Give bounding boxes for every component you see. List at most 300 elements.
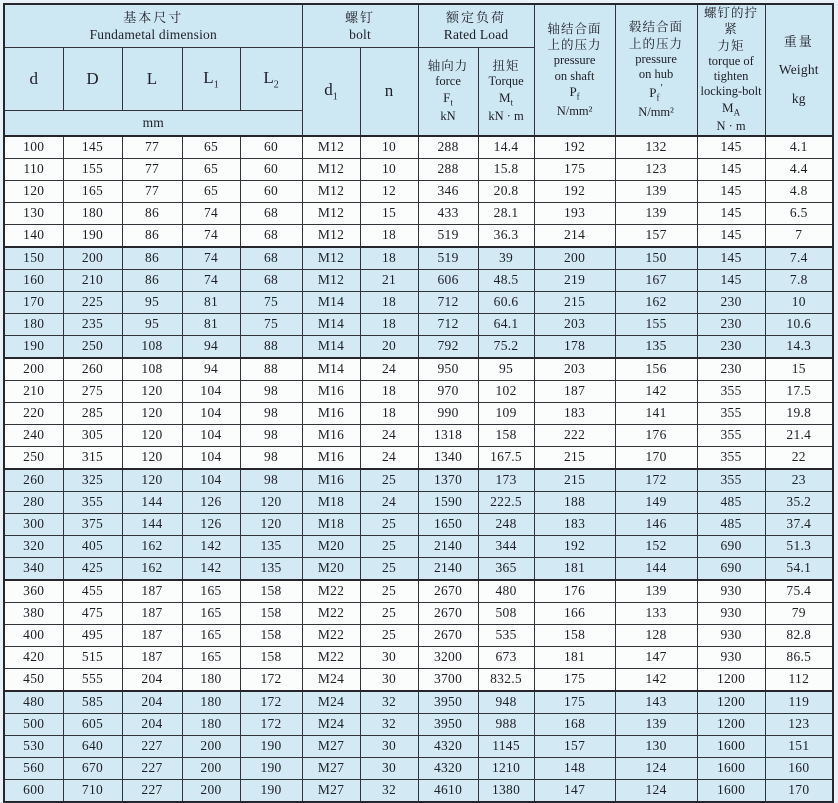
table-cell: 188 <box>534 491 615 513</box>
table-cell: 81 <box>182 291 240 313</box>
table-cell: 123 <box>765 713 833 735</box>
table-cell: 219 <box>534 269 615 291</box>
table-cell: 18 <box>360 291 418 313</box>
pressure-hub-en2: on hub <box>638 67 674 81</box>
table-cell: 30 <box>360 668 418 691</box>
table-cell: 165 <box>182 580 240 603</box>
table-cell: 104 <box>182 402 240 424</box>
table-cell: 135 <box>615 335 697 358</box>
table-cell: 712 <box>418 291 478 313</box>
table-cell: 1380 <box>478 779 534 802</box>
table-cell: 156 <box>615 358 697 381</box>
table-cell: 24 <box>360 491 418 513</box>
table-cell: M12 <box>302 269 360 291</box>
table-cell: 158 <box>240 580 302 603</box>
table-cell: 132 <box>615 136 697 159</box>
table-cell: 60.6 <box>478 291 534 313</box>
table-cell: 157 <box>615 224 697 247</box>
table-cell: 832.5 <box>478 668 534 691</box>
table-cell: 4320 <box>418 735 478 757</box>
table-cell: 230 <box>697 313 765 335</box>
table-cell: 60 <box>240 180 302 202</box>
table-cell: 950 <box>418 358 478 381</box>
table-cell: 355 <box>63 491 122 513</box>
locking-torque-zh1: 螺钉的拧紧 <box>704 6 759 37</box>
table-cell: 4.1 <box>765 136 833 159</box>
table-cell: 7.8 <box>765 269 833 291</box>
table-cell: 508 <box>478 602 534 624</box>
symbol-MA: $M_A$ <box>722 99 741 118</box>
table-cell: M12 <box>302 224 360 247</box>
table-cell: 36.3 <box>478 224 534 247</box>
table-cell: 14.3 <box>765 335 833 358</box>
table-cell: 21 <box>360 269 418 291</box>
table-cell: 139 <box>615 180 697 202</box>
table-row <box>4 735 833 757</box>
table-cell: 110 <box>4 158 63 180</box>
table-cell: 79 <box>765 602 833 624</box>
table-cell: 98 <box>240 446 302 469</box>
rated-load-label-zh: 额定负荷 <box>446 10 507 26</box>
table-cell: 190 <box>240 735 302 757</box>
table-cell: 248 <box>478 513 534 535</box>
table-cell: 32 <box>360 713 418 735</box>
table-cell: M27 <box>302 735 360 757</box>
table-cell: 180 <box>63 202 122 224</box>
table-cell: M18 <box>302 513 360 535</box>
table-cell: 485 <box>697 491 765 513</box>
table-cell: 158 <box>240 624 302 646</box>
table-cell: 670 <box>63 757 122 779</box>
table-row <box>4 313 833 335</box>
table-cell: 180 <box>4 313 63 335</box>
table-cell: 585 <box>63 691 122 714</box>
table-cell: 104 <box>182 424 240 446</box>
table-cell: 149 <box>615 491 697 513</box>
table-cell: M16 <box>302 469 360 492</box>
torque-en: Torque <box>488 74 524 89</box>
table-cell: 1370 <box>418 469 478 492</box>
table-cell: 145 <box>697 202 765 224</box>
table-cell: 515 <box>63 646 122 668</box>
table-cell: 158 <box>240 646 302 668</box>
table-cell: 165 <box>182 646 240 668</box>
table-cell: 120 <box>122 446 182 469</box>
pressure-shaft-unit: N/mm² <box>556 103 593 118</box>
table-cell: 25 <box>360 513 418 535</box>
table-cell: 165 <box>182 624 240 646</box>
table-cell: 710 <box>63 779 122 802</box>
table-cell: 104 <box>182 469 240 492</box>
header-col-torque <box>478 48 534 136</box>
table-cell: 190 <box>4 335 63 358</box>
bolt-group-label-en: bolt <box>349 26 371 42</box>
table-row <box>4 446 833 469</box>
table-cell: 6.5 <box>765 202 833 224</box>
header-col-d: d <box>4 48 63 111</box>
table-row <box>4 358 833 381</box>
table-cell: 64.1 <box>478 313 534 335</box>
table-cell: 227 <box>122 779 182 802</box>
table-cell: M14 <box>302 358 360 381</box>
table-row <box>4 602 833 624</box>
pressure-shaft-zh2: 上的压力 <box>547 38 602 52</box>
table-cell: 54.1 <box>765 557 833 580</box>
table-cell: M27 <box>302 757 360 779</box>
table-cell: 455 <box>63 580 122 603</box>
table-cell: 360 <box>4 580 63 603</box>
dimension-spec-table <box>3 3 834 803</box>
table-cell: 712 <box>418 313 478 335</box>
table-cell: 104 <box>182 380 240 402</box>
table-cell: 215 <box>534 446 615 469</box>
table-cell: 51.3 <box>765 535 833 557</box>
table-cell: 170 <box>4 291 63 313</box>
table-cell: 1210 <box>478 757 534 779</box>
table-cell: 227 <box>122 735 182 757</box>
table-cell: 485 <box>697 513 765 535</box>
table-cell: 275 <box>63 380 122 402</box>
table-cell: 405 <box>63 535 122 557</box>
table-cell: 988 <box>478 713 534 735</box>
table-cell: M14 <box>302 335 360 358</box>
table-header <box>4 4 833 136</box>
table-cell: 178 <box>534 335 615 358</box>
table-cell: 288 <box>418 158 478 180</box>
table-cell: 162 <box>122 535 182 557</box>
table-cell: 193 <box>534 202 615 224</box>
table-cell: 86 <box>122 224 182 247</box>
table-cell: 187 <box>122 602 182 624</box>
table-cell: M20 <box>302 557 360 580</box>
table-cell: 200 <box>182 757 240 779</box>
table-row <box>4 335 833 358</box>
table-cell: 990 <box>418 402 478 424</box>
header-col-L2: $L_2$ <box>240 48 302 111</box>
table-cell: 175 <box>534 691 615 714</box>
table-cell: 175 <box>534 158 615 180</box>
table-cell: 166 <box>534 602 615 624</box>
table-row <box>4 402 833 424</box>
table-cell: 606 <box>418 269 478 291</box>
table-cell: M18 <box>302 491 360 513</box>
table-cell: 560 <box>4 757 63 779</box>
table-cell: 280 <box>4 491 63 513</box>
table-row <box>4 691 833 714</box>
table-cell: 145 <box>63 136 122 159</box>
table-cell: M20 <box>302 535 360 557</box>
table-row <box>4 757 833 779</box>
table-cell: M12 <box>302 136 360 159</box>
table-cell: M24 <box>302 713 360 735</box>
table-cell: 425 <box>63 557 122 580</box>
header-unit-mm: mm <box>4 110 302 136</box>
table-cell: M22 <box>302 602 360 624</box>
table-cell: 15 <box>360 202 418 224</box>
table-cell: M16 <box>302 402 360 424</box>
table-cell: 2670 <box>418 624 478 646</box>
table-cell: 120 <box>122 424 182 446</box>
pressure-shaft-zh1: 轴结合面 <box>547 21 602 36</box>
table-cell: 17.5 <box>765 380 833 402</box>
table-cell: 86.5 <box>765 646 833 668</box>
table-cell: 15.8 <box>478 158 534 180</box>
header-col-d1: $d_1$ <box>302 48 360 136</box>
table-cell: 176 <box>534 580 615 603</box>
table-cell: 82.8 <box>765 624 833 646</box>
table-cell: 123 <box>615 158 697 180</box>
table-cell: 18 <box>360 313 418 335</box>
locking-torque-en2: tighten <box>713 69 749 83</box>
table-cell: 88 <box>240 335 302 358</box>
table-cell: 203 <box>534 313 615 335</box>
table-cell: 450 <box>4 668 63 691</box>
table-cell: 60 <box>240 158 302 180</box>
table-cell: M16 <box>302 446 360 469</box>
table-cell: 530 <box>4 735 63 757</box>
table-cell: 77 <box>122 180 182 202</box>
table-cell: 100 <box>4 136 63 159</box>
table-cell: 7 <box>765 224 833 247</box>
table-cell: 140 <box>4 224 63 247</box>
table-cell: 250 <box>4 446 63 469</box>
table-cell: 120 <box>240 513 302 535</box>
table-cell: 151 <box>765 735 833 757</box>
table-cell: 120 <box>240 491 302 513</box>
table-cell: 130 <box>4 202 63 224</box>
table-cell: 128 <box>615 624 697 646</box>
table-cell: 792 <box>418 335 478 358</box>
table-cell: 690 <box>697 535 765 557</box>
table-cell: 948 <box>478 691 534 714</box>
table-cell: 355 <box>697 469 765 492</box>
table-cell: 220 <box>4 402 63 424</box>
table-cell: 145 <box>697 180 765 202</box>
table-cell: 145 <box>697 158 765 180</box>
table-cell: 142 <box>615 380 697 402</box>
table-cell: 325 <box>63 469 122 492</box>
table-cell: M24 <box>302 668 360 691</box>
table-cell: 124 <box>615 757 697 779</box>
table-cell: 1200 <box>697 668 765 691</box>
table-cell: 250 <box>63 335 122 358</box>
table-cell: 139 <box>615 713 697 735</box>
header-pressure-on-hub <box>615 4 697 136</box>
table-cell: 152 <box>615 535 697 557</box>
table-cell: 1145 <box>478 735 534 757</box>
table-row <box>4 424 833 446</box>
table-cell: 158 <box>534 624 615 646</box>
table-cell: 215 <box>534 469 615 492</box>
table-cell: 146 <box>615 513 697 535</box>
table-cell: 124 <box>615 779 697 802</box>
table-cell: 230 <box>697 358 765 381</box>
table-cell: 4610 <box>418 779 478 802</box>
table-cell: 215 <box>534 291 615 313</box>
table-cell: 119 <box>765 691 833 714</box>
table-row <box>4 224 833 247</box>
table-cell: 200 <box>182 735 240 757</box>
rated-load-label-en: Rated Load <box>443 26 509 42</box>
locking-torque-en1: torque of <box>708 53 754 68</box>
table-cell: 173 <box>478 469 534 492</box>
table-cell: 133 <box>615 602 697 624</box>
table-cell: 222.5 <box>478 491 534 513</box>
table-cell: 60 <box>240 136 302 159</box>
table-cell: 288 <box>418 136 478 159</box>
header-pressure-on-shaft <box>534 4 615 136</box>
table-cell: 180 <box>182 668 240 691</box>
table-cell: 190 <box>63 224 122 247</box>
table-cell: 39 <box>478 247 534 270</box>
table-cell: 172 <box>615 469 697 492</box>
table-cell: 21.4 <box>765 424 833 446</box>
axial-force-unit: kN <box>440 109 456 124</box>
table-cell: 187 <box>122 646 182 668</box>
table-cell: M22 <box>302 624 360 646</box>
table-cell: 19.8 <box>765 402 833 424</box>
table-cell: 22 <box>765 446 833 469</box>
table-cell: 346 <box>418 180 478 202</box>
table-cell: 260 <box>4 469 63 492</box>
symbol-Ft: $F_t$ <box>443 89 453 108</box>
table-row <box>4 779 833 802</box>
table-cell: 192 <box>534 136 615 159</box>
table-cell: 18 <box>360 224 418 247</box>
table-cell: 181 <box>534 646 615 668</box>
table-cell: M12 <box>302 247 360 270</box>
table-cell: 535 <box>478 624 534 646</box>
table-cell: M14 <box>302 313 360 335</box>
table-cell: M16 <box>302 380 360 402</box>
table-cell: 500 <box>4 713 63 735</box>
table-cell: 1318 <box>418 424 478 446</box>
table-cell: 165 <box>63 180 122 202</box>
table-row <box>4 291 833 313</box>
table-cell: 340 <box>4 557 63 580</box>
table-cell: 23 <box>765 469 833 492</box>
header-col-n: n <box>360 48 418 136</box>
table-cell: 24 <box>360 424 418 446</box>
table-cell: 2670 <box>418 602 478 624</box>
table-cell: 214 <box>534 224 615 247</box>
table-cell: 142 <box>182 535 240 557</box>
table-cell: 30 <box>360 735 418 757</box>
pressure-hub-zh2: 上的压力 <box>629 36 684 51</box>
table-cell: 930 <box>697 624 765 646</box>
table-cell: 74 <box>182 247 240 270</box>
table-cell: 475 <box>63 602 122 624</box>
table-cell: 108 <box>122 335 182 358</box>
table-cell: 135 <box>240 535 302 557</box>
table-cell: 74 <box>182 224 240 247</box>
table-row <box>4 269 833 291</box>
table-cell: 4320 <box>418 757 478 779</box>
table-cell: 35.2 <box>765 491 833 513</box>
table-cell: 25 <box>360 535 418 557</box>
table-cell: 139 <box>615 580 697 603</box>
header-group-dimension <box>4 4 302 48</box>
table-cell: 4.4 <box>765 158 833 180</box>
table-cell: 181 <box>534 557 615 580</box>
table-cell: 172 <box>240 713 302 735</box>
table-cell: 605 <box>63 713 122 735</box>
table-cell: 187 <box>534 380 615 402</box>
table-row <box>4 624 833 646</box>
table-cell: 10 <box>360 136 418 159</box>
table-cell: 65 <box>182 136 240 159</box>
table-cell: 204 <box>122 713 182 735</box>
symbol-Mt: $M_t$ <box>499 89 514 108</box>
table-cell: 98 <box>240 469 302 492</box>
table-cell: 187 <box>122 624 182 646</box>
table-cell: 74 <box>182 269 240 291</box>
table-cell: 68 <box>240 202 302 224</box>
table-cell: 25 <box>360 624 418 646</box>
table-cell: 190 <box>240 779 302 802</box>
table-cell: 150 <box>615 247 697 270</box>
table-body <box>4 136 833 802</box>
table-cell: 145 <box>697 269 765 291</box>
table-cell: M12 <box>302 180 360 202</box>
torque-zh: 扭矩 <box>492 59 520 73</box>
table-cell: 167 <box>615 269 697 291</box>
table-cell: 180 <box>182 713 240 735</box>
table-cell: 192 <box>534 535 615 557</box>
table-cell: 32 <box>360 779 418 802</box>
table-cell: 355 <box>697 402 765 424</box>
table-cell: 75 <box>240 313 302 335</box>
table-cell: 95 <box>122 313 182 335</box>
table-cell: 519 <box>418 224 478 247</box>
table-cell: 400 <box>4 624 63 646</box>
bolt-group-label-zh: 螺钉 <box>345 10 376 26</box>
table-cell: 1650 <box>418 513 478 535</box>
axial-force-en: force <box>435 74 461 89</box>
axial-force-zh: 轴向力 <box>427 59 469 73</box>
table-cell: 18 <box>360 247 418 270</box>
table-cell: 380 <box>4 602 63 624</box>
table-cell: 68 <box>240 247 302 270</box>
table-row <box>4 513 833 535</box>
symbol-Pf-prime: $P_f'$ <box>649 82 663 103</box>
table-cell: 4.8 <box>765 180 833 202</box>
table-cell: 147 <box>534 779 615 802</box>
table-cell: 2670 <box>418 580 478 603</box>
pressure-hub-unit: N/mm² <box>638 105 674 120</box>
table-cell: 77 <box>122 136 182 159</box>
table-cell: 222 <box>534 424 615 446</box>
table-cell: M12 <box>302 158 360 180</box>
table-cell: 930 <box>697 580 765 603</box>
table-row <box>4 247 833 270</box>
table-cell: 25 <box>360 469 418 492</box>
table-row <box>4 713 833 735</box>
table-cell: 640 <box>63 735 122 757</box>
header-locking-bolt-torque <box>697 4 765 136</box>
header-weight <box>765 4 833 136</box>
table-cell: 175 <box>534 668 615 691</box>
header-group-bolt <box>302 4 418 48</box>
table-cell: 210 <box>4 380 63 402</box>
table-cell: 1340 <box>418 446 478 469</box>
table-cell: 120 <box>122 469 182 492</box>
torque-unit: kN · m <box>488 109 524 124</box>
table-cell: 200 <box>534 247 615 270</box>
table-cell: 1600 <box>697 735 765 757</box>
table-cell: 7.4 <box>765 247 833 270</box>
table-cell: 20 <box>360 335 418 358</box>
